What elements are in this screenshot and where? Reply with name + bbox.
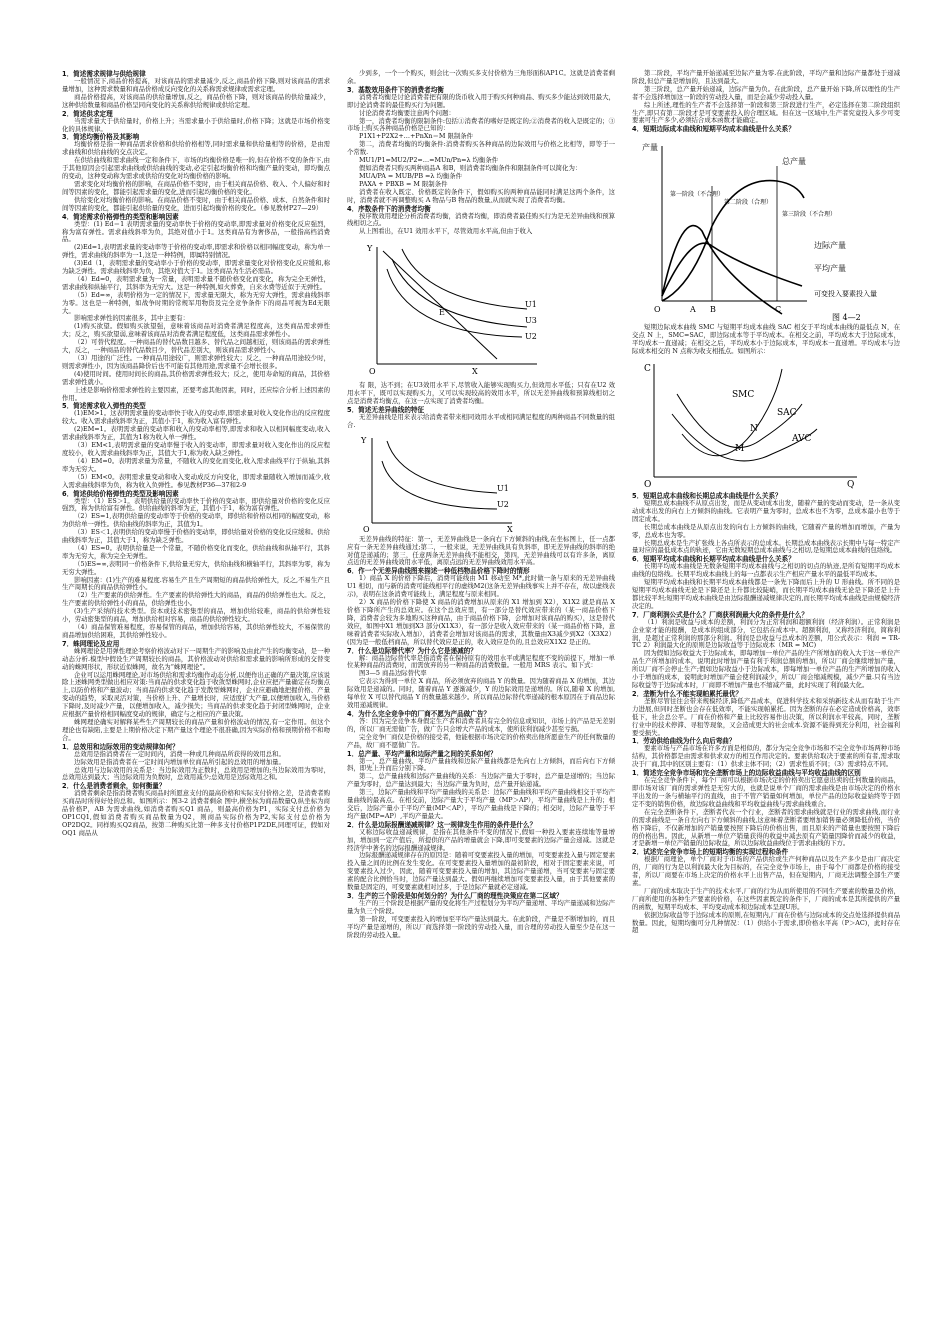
paragraph: 厂商的成本取决于生产的技术水平,厂商的行为从而所使用的不同生产要素的数量及价格，厂商所使用的各种生产要素的价格，在这些因素既定的条件下，厂商的成本是其所提供的产量的函数，短期平均成本、平均变动成本和边际成本呈现U形。	[632, 886, 900, 911]
paragraph: （5)ES=∞,表明同一价格条件下,供给量无穷大，供给曲线和横轴平行，其斜率为零，称为无穷大弹性。	[62, 559, 330, 576]
fig-x-label: X	[507, 524, 513, 533]
fig-stage2-label: 第二阶段（合理）	[724, 199, 773, 207]
fig-u1-label: U1	[525, 300, 537, 310]
paragraph: 一般情况下,商品价格提高，对该商品的需求量减少,反之,商品价格下降,则对该商品的需求量增加，这种需求数量和商品价格成反向变化的关系称需求规律或需求定理。	[62, 77, 330, 93]
fig-y-label: Y	[361, 435, 367, 445]
fig-e-label: E	[439, 308, 445, 318]
paragraph: 它表示为得到一单位 X 商品，所必须放弃的商品 Y 的数量。因为随着商品 X 的增加，其边际效用是递减的。同时，随着商品 Y 逐渐减少，Y 的边际效用是递增的。所以,随着 X 的增加,每单位 X 可以替代商品 Y 的数量越来越少。所以商品边际替代率递减的根本原因在于商品边际效用递减规律。	[347, 677, 615, 709]
fig-avc-label: AVC	[792, 433, 812, 444]
paragraph: 蛛网理论确实对解释某些生产周期较长的商品产量和价格波动的情况,有一定作用。但这个理论也有缺陷,主要是上期价格决定下期产量这个理论不很准确,因为实际价格和预期价格不和吻合。	[62, 717, 330, 742]
paragraph: 第一，总产量曲线、平均产量曲线和边际产量曲线都是先向右上方倾斜，而后向右下方倾斜，即先上升而后分别下降。	[347, 756, 615, 773]
section-heading: 1．简述需求规律与供给规律	[62, 70, 146, 78]
average-product-curve	[662, 244, 802, 297]
section-heading: 2．什么是边际报酬递减规律？这一规律发生作用的条件是什么？	[347, 820, 537, 829]
fig-origin-label: O	[369, 367, 376, 377]
paragraph: 解：商品边际替代率是指消费者在保持原有的效用水平或满足程度不变的前提下，增加一单位某种商品的消费时，而需放弃的另一种商品的消费数量。一般用 MRS 表示。如下式：	[347, 653, 615, 670]
section-heading: 1．总效用和边际效用的变动规律如何？	[62, 742, 179, 751]
column-2-text-bottom	[347, 536, 615, 940]
section-heading: 1．劳动供给曲线为什么向后弯曲？	[632, 737, 736, 746]
paragraph: 蛛网理论是用弹性理论考察价格波动对下一周期生产的影响及由此产生的均衡变动，是一种动态分析.模型中假设生产周期较长的商品，其价格波动对供给和需求量的影响所形成的交替变动的蛛网形状，形状近似蛛网，故名为“蛛网理论”。	[62, 646, 330, 671]
paragraph: MUA/PA = MUB/PB =λ 均衡条件	[359, 171, 463, 180]
section-heading: 3．简述均衡价格及其影响	[62, 133, 140, 142]
paragraph: 讨论消费者均衡要注意两个问题：	[359, 108, 455, 117]
paragraph: 从上图看出，在U1 效用水平下，尽管效用水平高,但由于收入	[359, 227, 533, 236]
paragraph: （2）可替代程度。一种商品的替代品数目越多、替代品之间越相近，则该商品的需求弹性大，反之，一种商品的替代品数目少，替代品差别大，则该商品需求弹性小。	[62, 338, 330, 355]
section-heading: 2．什么是消费者剩余，如何衡量？	[62, 782, 166, 791]
paragraph: 消费者在收入既定、价格既定的条件下，假如购买的两种商品能同时满足这两个条件，这时，消费者就不再调整购买 A 物品与B 物品的数量,从而就实现了消费者均衡。	[347, 187, 615, 204]
fig-c-label: C	[644, 363, 651, 374]
paragraph: （4）EM=0。表明需求量为常量，不随收入的变化而变化,收入需求曲线平行于纵轴,其斜率为无穷大。	[62, 456, 330, 473]
paragraph: 又称边际收益递减规律，是指在其他条件不变的情况下,假如一种投入要素连续地等量增加，增加到一定产值后，所提供的产品的增量就会下降,即可变要素的边际产量会递减。这就是经济学中著名的边际报酬递减规律。	[347, 827, 615, 852]
paragraph: 当需求量大于供给量时，价格上升；当需求量小于供给量时,价格下降；这就是市场价格变化的具体规律。	[62, 116, 330, 133]
paragraph: 无差异曲线是用来表示给消费者带来相同效用水平或相同满足程度的两种商品不同数量的组合.	[347, 412, 615, 429]
fig-mp-label: 边际产量	[814, 241, 846, 251]
paragraph: 依据边际收益等于边际成本的原则,在短期内,厂商在价格与边际成本的交点处选择提供商品数量。因此，短期均衡可分几种情况：（1）供给小于需求,即价格水平高（P＞AC)，此时存在超	[632, 910, 900, 935]
paragraph: 短期总成本曲线不从原点出发，而是从变动成本出发，随着产量的变动而变动，是一条从变动成本出发的向右上方倾斜的曲线。它表明产量为零时，总成本也不为零，总成本最小也等于固定成本。	[632, 498, 900, 523]
utility-equilibrium-figure	[347, 239, 547, 379]
fig-smc-label: SMC	[732, 389, 755, 400]
paragraph: 按序数效用理论分析消费者均衡，消费者均衡，即消费者最佳购买行为是无差异曲线和预算线相切之点。	[347, 211, 615, 228]
paragraph: （2）生产要素的供给弹性。生产要素的供给弹性大的商品，商品的供给弹性也大。反之，生产要素的供给弹性小的商品，供给弹性也小。	[62, 591, 330, 608]
section-heading: 4．序数条件下的消费者均衡	[347, 204, 431, 213]
paragraph: 根据厂商理论，单个厂商对于市场的产品供给或生产何种商品以及生产多少是由厂商决定的，厂商的行为是以利润最大化为目标的，在完全竞争市场上，由于每个厂商都是价格的接受者，所以厂商要在市场上决定的价格水平上出售产品，但在短期内，厂商无法调整全部生产要素。	[632, 855, 900, 888]
paragraph: 答：因为完全竞争本身假定生产者和消费者具有完全的信息或知识，市场上的产品是无差别的，所以厂商无需做广告，做广告只会增大产品的成本，使所获利润减少甚至亏损。	[347, 716, 615, 733]
paragraph: 商品价格提高，对该商品的供给量增加,反之，商品价格下降，则对该商品的供给量减少，这种供给数量和商品价格呈同向变化的关系称供给规律或供给定理。	[62, 92, 330, 109]
paragraph: 影响因素：(1)生产的难易程度.容易生产且生产周期短的商品供给弹性大，反之,不易生产且生产周期长的商品供给弹性小。	[62, 575, 330, 592]
paragraph: 类型：（1）ES＞1。表明供给量的变动率快于价格的变动率，即供给量对价格的变化反应强烈，称为供给富有弹性。供给曲线的斜率为正，其值小于1，称为富有弹性。	[62, 496, 330, 513]
section-heading: 6．短期平均成本曲线和长期平均成本曲线是什么关系？	[632, 555, 795, 564]
column-3-text-bottom	[632, 492, 900, 935]
fig-x-label: 可变投入要素投入量	[814, 290, 877, 299]
paragraph: 第三，边际产量曲线和平均产量曲线的关系是：边际产量曲线和平均产量曲线相交于平均产量曲线的最高点。在相交前，边际产量大于平均产量（MP＞AP），平均产量曲线是上升的；相交后，边际产量小于平均产量(MP＜AP），平均产量曲线是下降的；相交时，边际产量等于平均产量(MP=AP）,平均产量最大。	[347, 788, 615, 820]
paragraph: （5）EM<0。表明需求量变动和收入变动成反方向变化，即需求量随收入增加而减少,收入需求曲线斜率为负，称为收入负弹性。参见教材P36—37和2-9	[62, 472, 330, 489]
paragraph: 完全竞争厂商仅是价格的接受者，他能根据市场决定的价格卖出他所愿意生产的任何数量的产品，故厂商不愿做广告。	[347, 732, 615, 749]
section-heading: 4．为什么完全竞争中的厂商不愿为产品做广告？	[347, 709, 491, 718]
paragraph: 第一阶段，可变要素投入的增加至平均产量达到最大。在此阶段，产量是不断增加的，而且平均产量是递增的，所以厂商选择第一阶段的劳动投入量，而合理的劳动投入量至少是在这一阶段的劳动投入量。	[347, 914, 615, 939]
paragraph: (3)生产采纳的技术类型。资本或技术密集型的商品，增加供给较难，商品的供给弹性较小，劳动密集型的商品，增加供给相对容易，商品的供给弹性较大。	[62, 607, 330, 624]
paragraph: 边际报酬递减规律存在的原因是：随着可变要素投入量的增加，可变要素投入量与固定要素投入量之间的比例在发生变化。在可变要素投入量增加的最初阶段，相对于固定要素来说，可变要素投入过少，因此，随着可变要素投入量的增加，其边际产量递增，当可变要素与固定要素的配合比例恰当时，边际产量达到最大。假如再继续增加可变要素投入量，由于其他要素的数量是固定的，可变要素就相对过多，于是边际产量就必定递减。	[347, 851, 615, 892]
fig-caption: 图 4—2	[832, 313, 861, 322]
section-heading: 4．短期边际成本曲线和短期平均成本曲线是什么关系？	[632, 125, 795, 134]
fig-y-label: 产量	[642, 143, 658, 153]
smc-curve	[682, 369, 782, 456]
paragraph: (4)使用时间。使用时间长的商品,其价格需求弹性较大；反之，使用寿命短的商品，其价格需求弹性就小。	[62, 369, 330, 386]
budget-line	[383, 251, 497, 359]
fig-tp-label: 总产量	[782, 157, 806, 167]
column-1	[62, 70, 330, 838]
fig-m-label: M	[735, 443, 745, 454]
fig-b-label: B	[710, 305, 716, 315]
column-3	[632, 70, 900, 935]
fig-q-label: Q	[847, 479, 855, 489]
fig-u1-label: U1	[497, 483, 509, 493]
paragraph: 第二，消费者均衡的均衡条件:消费者购买各种商品的边际效用与价格之比相等，即等于一个常数.	[347, 140, 615, 157]
paragraph: （3）ES＜1,表明供给的变动率慢于价格的变动率，即供给量对价格的变化反应缓和。供给曲线斜率为正，其值大于1，称为缺乏弹性。	[62, 528, 330, 545]
paragraph: 2）X 商品的价格下降使 X 商品的消费增加从原来的 X1 增加到 X2），X1X2 就是商品 X 价格下降所产生的总效应。在这个总效应里，有一部分是替代效应带来的（某一商品价格下降，消费者会较为多地购买这种商品，由于商品价格下降，会增加对该商品的购买），这是替代效应，如图中X1 增加到X3 部分(X1X3），有一部分是收入效应带来的（某一商品价格下降，意味着消费者实际收入增加），消费者会增加对该商品的需求，其数量由X3减少到X2（X3X2）(因为是一般低档商品，所以替代效应是正的，收入效应是负的,且总效应X1X2 是正的。	[347, 598, 615, 646]
indifference-curve-u2	[382, 461, 497, 509]
paragraph: 边际效用是指消费者在一定时间内增加单位商品所引起的总效用的增加量。	[74, 757, 285, 766]
section-heading: 7．厂商利润公式是什么？厂商获利润最大化的条件是什么？	[632, 610, 809, 619]
paragraph: P1X1+P2X2+…+PnXn＝M 限制条件	[359, 132, 474, 141]
section-heading: 5．简述无差异曲线的特征	[347, 405, 425, 414]
fig-origin-label: O	[654, 305, 661, 315]
fig-c-label: C	[775, 305, 782, 315]
column-2	[347, 70, 615, 940]
paragraph: (2)Ed=1,表明需求量的变动率等于价格的变动率,即需求和价格以相同幅度变动，称为单一弹性，需求曲线的斜率为一1,这是一种特例，即属特别情况。	[62, 243, 330, 260]
paragraph: 短期边际成本曲线 SMC 与短期平均成本曲线 SAC 相交于平均成本曲线的最低点 N，在交点 N 上，SMC=SAC，即边际成本等于平均成本。在相交之前，平均成本大于边际成本，平均成本一直递减；在相交之后，平均成本小于边际成本，平均成本一直递增。平均成本与边际成本相交的 N 点称为收支相抵点。如图所示：	[632, 323, 900, 356]
paragraph: （5）Ed=∞，表明价格为一定的情况下，需求量无限大，称为无穷大弹性，需求曲线斜率为零。这也是一种特例，如战争时期的常规军用物资及完全竞争条件下的商品可视为Ed无限大。	[62, 290, 330, 315]
paragraph: 需求变化对均衡价格的影响，在商品价格不变时，由于相关商品价格、收入、个人偏好和时间等因素的变化，都能引起需求量的变化,进而引起均衡价格的变化。	[62, 179, 330, 196]
fig-stage1-label: 第一阶段（不合理）	[670, 191, 725, 199]
fig-u2-label: U2	[525, 332, 537, 342]
column-2-text-top	[347, 70, 615, 236]
paragraph: 第一，消费者均衡的限制条件:包括①消费者的嗜好是既定的;②消费者的收入是既定的；③市场上购买各种商品价格是已知的：	[347, 116, 615, 133]
paragraph: （2）ES=1,表明供给量的变动率等于价格的变动率，即供给和价格以相同的幅度变动，称为供给单一弹性。供给曲线的斜率为正，其值为1。	[62, 512, 330, 529]
paragraph: 总效用是指消费者在一定时间内，消费一种或几种商品所获得的效用总和。	[74, 749, 285, 758]
paragraph: (1)购买欲望。假如购买欲望强，意味着该商品对消费者满足程度高，这类商品需求弹性大；反之，购买欲望弱,意味着该商品对消费者满足程度低，这类商品需求弹性小。	[62, 322, 330, 339]
paragraph: 供给变化对均衡价格的影响。在商品价格不变时，由于相关商品价格、成本、自然条件和时间等因素的变化，都能引起供给量的变化，进而引起均衡价格的变化。（参见教材P27—29）	[62, 195, 330, 212]
paragraph: 综上所述,理性的生产者不会选择第一阶段和第三阶段进行生产，必定选择在第二阶段组织生产,即只有第二阶段才是可变要素投入的合理区域。但在这一区域中,生产者究竟投入多少可变要素可生产多少,必须结合成本函数才能确定。	[632, 100, 900, 125]
paragraph: 假如消费者只购买两种商品A 和B，则消费者均衡条件和限制条件可以简化为：	[359, 163, 582, 172]
fig-y-label: Y	[367, 244, 373, 254]
paragraph: 消费者均衡是讨论消费者把有限的货币收入用于购买何种商品、购买多少能达到效用最大，即讨论消费者的最佳购买行为问题。	[347, 92, 615, 109]
column-3-text-middle	[632, 324, 900, 356]
paragraph: (1)EM>1。这表明需求量的变动率快于收入的变动率,即需求量对收入变化作出的反应程度较大。收入需求曲线斜率为正，其值小于1，称为收入富有弹性。	[62, 409, 330, 426]
fig-sac-label: SAC	[777, 407, 797, 418]
paragraph: 影响需求弹性的因素很多，其中主要有：	[74, 314, 190, 323]
paragraph: （4）Ed=0，表明需求量为一常量，表明需求量不随价格变化而变化，称为完全无弹性，需求曲线和纵轴平行，其斜率为无穷大。这是一种特例,如火葬费，自来水费等近似于无弹性。	[62, 274, 330, 291]
paragraph: 类型：(1) Ed＝1 表明需求量的变动率快于价格的变动率,即需求量对价格变化反应强烈，称为富有弹性。需求曲线斜率为负，其绝对值小于1。这类商品有为奢侈品，一般指高档消费品。	[62, 219, 330, 244]
section-heading: 2．垄断为什么不能实现帕累托最优？	[632, 689, 743, 698]
paragraph: 在完全垄断条件下，垄断者代表一个行业，垄断者的需求曲线就是行业的需求曲线,而行业的需求曲线是一条自左向右下方倾斜的曲线,这意味着垄断者要增加销售量必须降低价格，当价格下降后，不仅新增加的产销量要按照下降后的价格出售，而且原来的产销量也要按照下降后的价格出售。因此，从新增一单位产销量获得的收益中减去原有产销量因降价而减少的收益，才是新增一单位产销量的边际收益，所以边际收益曲线位于需求曲线的下方。	[632, 807, 900, 848]
paragraph: 长期平均成本曲线是无数条短期平均成本曲线与之相切的切点的轨迹,是所有短期平均成本曲线的包络线。长期平均成本曲线上的每一点都表示生产相应产量水平的最低平均成本。	[632, 562, 900, 579]
paragraph: 总效用与边际效用的关系是：当边际效用为正数时，总效用是增加的;当边际效用为零时，总效用达到最大；当边际效用为负数时，总效用减少;总效用是边际效用之和。	[62, 765, 330, 782]
column-3-text-top	[632, 70, 900, 133]
paragraph: 无差异曲线的特征：第一，无差异曲线是一条向右下方倾斜的曲线,在坐标图上，任一点都应有一条无差异曲线通过;第二，一般来说，无差异曲线具有负斜率，即无差异曲线的斜率的绝对值是递减的；第三，任意两条无差异曲线不能相交，第四，无差异曲线可以有许多条，离原点近的无差异曲线效用水平低，离原点远的无差异曲线效用水平高。	[347, 534, 615, 567]
paragraph: 企业可以运用蛛网理论,对市场供给和需求均衡作动态分析,以便作出正确的产量决策,应该说除上述蛛网类型做出相应对策:当商品的供求变化趋于收敛型蛛网时,企业应把产量确定在均衡点上,以防价格和产量波动；当商品的供求变化趋于发散型蛛网时，企业应避确地把握价格、产量变动的趋势，采取灵活对策，当价格上升、产量增长时，应适度扩大产量,以便增加收入,当价格下降时,及时减少产量，以便增加收入，减少损失；当商品的供求变化趋于封闭型蛛网时，企业应根据产量价格相同幅度变动的规律，确定与之相应的产量决策。	[62, 670, 330, 719]
short-run-cost-figure	[632, 359, 862, 489]
section-heading: 6．简述供给价格弹性的类型及影响因素	[62, 489, 179, 498]
paragraph: 要素市场与产品市场在许多方面是相似的，都分为完全竞争市场和不完全竞争市场两种市场结构，其价格都是由需求和供求双方的相互作用决定的。要素供给取决于要素的所有者,需求取决于厂商,其中的区别主要有：（1）供求主体不同；（2）需求性质不同；（3）需求特点不同。	[632, 744, 900, 769]
paragraph: 因为假如边际收益大于边际成本，即每增加一单位产品的生产所增加的收入大于这一单位产品生产所增加的成本，说明此时增加产量有利于利润总额的增加，所以厂商会继续增加产量，所以厂商不会停止生产;假如边际收益小于边际成本，即每增加一单位产品的生产所增加的收入小于增加的成本，说明此时增加产量会使利润减少，所以厂商会缩减规模，减少产量.只有当边际收益等于边际成本时，厂商即不增加产量也不缩减产量，此时实现了利润最大化。	[632, 649, 900, 689]
fig-stage3-label: 第三阶段（不合理）	[782, 211, 837, 219]
paragraph: MU1/P1=MU2/P2=…=MUn/Pn=λ 均衡条件	[359, 156, 499, 165]
section-heading: 5．短期总成本曲线和长期总成本曲线是什么关系？	[632, 491, 782, 500]
fig-x-label: X	[472, 367, 478, 377]
document-page	[62, 70, 900, 1330]
indifference-curve-u1	[387, 441, 497, 493]
section-heading: 7．什么是边际替代率？为什么它是递减的？	[347, 646, 477, 655]
indifference-curve-u2	[392, 259, 527, 327]
section-heading: 5．简述需求收入弹性的类型	[62, 402, 146, 411]
paragraph: 有 限，达不到；在U3效用水平下,尽管收入能够实现购买力,但效用水平低；只有在U2 效用水平下，既可以实现购买力，又可以实现较高的效用水平，所以无差异曲线和预算线相切之点是消费者均衡点，在这一点实现了消费者均衡。	[347, 381, 615, 406]
paragraph: (3)Ed（1，表明需求量的变动率小于价格的变动率，即需求量变化对价格变化反应缓和,称为缺乏弹性。需求曲线斜率为负，其绝对值大于1。这类商品为生活必需品。	[62, 259, 330, 276]
paragraph: 第二，总产量曲线和边际产量曲线的关系：当边际产量大于零时，总产量是递增的；当边际产量为零时，总产量达到最大；当边际产量为负时，总产量开始递减。	[347, 772, 615, 789]
paragraph: 生产的三个阶段是根据产量的变化将生产过程划分为平均产量递增、平均产量递减和边际产量为负三个阶段。	[347, 899, 615, 915]
indifference-curve-figure	[347, 433, 517, 533]
fig-a-label: A	[690, 305, 696, 315]
paragraph: 上述是影响价格需求弹性的主要因素，还要考虑其他因素，同时，还应综合分析上述因素的作用。	[62, 385, 330, 402]
paragraph: (2)EM=1。表明需求量的变动率和收入的变动率相等,即需求和收入以相同幅度变动,收入需求曲线斜率为正，其值为1称为收入单一弹性。	[62, 425, 330, 442]
section-heading: 3．生产的三个阶段是如何划分的？为什么厂商的理性决策应在第二区域？	[347, 892, 563, 900]
fig-ap-label: 平均产量	[814, 264, 846, 274]
production-stages-figure	[632, 136, 900, 321]
section-heading: 1．简述完全竞争市场和完全垄断市场上的边际收益曲线与平均收益曲线的区别	[632, 769, 861, 778]
indifference-curve-u3	[387, 269, 522, 337]
paragraph: 均衡价格是指一种商品需求价格和供给价格相等,同时需求量和供给量相等的价格，是由需求曲线和供给曲线的交点决定。	[62, 140, 330, 157]
paragraph: PAXA + PBXB = M 限制条件	[359, 179, 448, 188]
paragraph: 第三阶段，总产量开始递减，边际产量为负。在此阶段，总产量开始下降,所以理性的生产者不会选择增加这一阶段的劳动投入量，而是会减少劳动投入量。	[632, 84, 900, 101]
section-heading: 2．简述供求定理	[62, 109, 113, 118]
paragraph: 在供给曲线和需求曲线一定和条件下，市场的均衡价格是唯一的,但在价格不变的条件下,由于其他原因会引起需求曲线或供给曲线的变动,必定引起均衡价格和均衡产量的变动，即均衡点的变动，这种变动称为需求或供给的变化对均衡价格的影响。	[62, 156, 330, 181]
paragraph: 图3—5 商品边际替代率	[359, 669, 427, 678]
fig-u3-label: U3	[525, 316, 537, 326]
paragraph: 长期总成本曲线是从原点出发的向右上方倾斜的曲线，它随着产量的增加而增加，产量为零，总成本也为零。	[632, 522, 900, 539]
paragraph: 少到多，一个一个购买，则会比一次购买多支付价格为三角形面积AP1C。这就是消费者剩余。	[347, 69, 615, 85]
fig-u2-label: U2	[497, 499, 509, 509]
paragraph: （1）利润是收益与成本的差额，利润分为正常利润和超额利润（经济利润）。正常利润是企业家才能的报酬，是成本的组成部分，它包括在成本中。超额利润，又称经济利润，简称利润，是超过正常利润的那部分利润。利润是总收益与总成本的差额，用公式表示：利润 = TR-TC 2）利润最大化的原则是边际收益等于边际成本（MR = MC)	[632, 617, 900, 650]
section-heading: 1．总产量、平均产量和边际产量之间的关系如何？	[347, 749, 497, 758]
fig-origin-label: O	[644, 479, 652, 489]
paragraph: （3）EM<1,表明需求量的变动率慢于收入的变动率，即需求量对收入变化作出的反应程度较小，收入需求曲线斜率为正，其值大于1,称为收入缺乏弹性。	[62, 441, 330, 457]
paragraph: （4）商品保管难易程度，容易保管的商品，增加供给容易，其供给弹性较大，不易保管的商品增加供给困难，其供给弹性较小。	[62, 623, 330, 639]
paragraph: （3）用途的广泛性。一种商品用途较广，则需求弹性较大；反之，一种商品用途较少时，则需求弹性小，因为该商品降价后也不可能有其他用途,需求量不会增长很多。	[62, 354, 330, 370]
paragraph: 第二阶段，平均产量开始递减至边际产量为零.在此阶段，平均产量和边际产量都处于递减阶段,但总产量是增加的，且达到最大。	[632, 69, 900, 85]
fig-n-label: N	[750, 423, 758, 434]
paragraph: 短期平均成本曲线和长期平均成本曲线都是一条先下降而后上升的 U 形曲线。所不同的是短期平均成本曲线无论是下降还是上升都比较陡峭，而长期平均成本曲线无论是下降还是上升都比较平坦;短期平均成本曲线是由边际报酬递减规律决定的,而长期平均成本曲线是由规模经济决定的。	[632, 578, 900, 610]
section-heading: 6．作一个无差异曲线图来描述一种低档物品价格下降时的情形	[347, 567, 530, 576]
column-2-text-middle	[347, 382, 615, 430]
paragraph: 垄断尽管往往会带来规模经济,降低产品成本，促进科学技术和采纳新技术从而有助于生产力进展,但同时垄断也会存在低效率，不能实现帕累托。因为垄断的存在必定造成价格高，效率低下，社会总公平。厂商在价格和产量上比较容易作出决策，所以利润水平较高，同时，垄断行业中的技术停滞、寻租等现象，又会造成更大的社会成本.资源不能得到充分利用，社会福利要受损失。	[632, 696, 900, 737]
section-heading: 2．试述完全竞争市场上的短期均衡的实现过程和条件	[632, 848, 789, 857]
section-heading: 4．简述需求价格弹性的类型和影响因素	[62, 212, 179, 221]
paragraph: 消费者剩余是指消费者购买商品时所愿意支付的最高价格和实际支付价格之差，是消费者购买商品时所得好处的总和。如图所示：图3-2 消费者剩余 图中,横坐标为商品数量Q,纵坐标为商品价格P，AB 为需求曲线,如消费者购买Q1 商品，则最高价格为P1，实际支付总价格为OP1CQ1,假如消费者购买商品数量为Q2，则商品实际价格为P2,实际支付总价格为OP2DQ2。同样购买Q2商品，按第二种购买比第一种多支付价格P1P2DE,同理可证，假如对OQ1 商品从	[62, 789, 330, 837]
section-heading: 7．蛛网理论及应用	[62, 639, 120, 648]
fig-origin-label: O	[363, 524, 370, 533]
paragraph: 长期总成本是生产扩张线上各点所表示的总成本。长期总成本曲线表示长期中与每一特定产量对应的最低成本点的轨迹，它由无数短期总成本曲线与之相切,是短期总成本曲线的包络线。	[632, 538, 900, 555]
indifference-curve-u1	[402, 249, 527, 309]
paragraph: （4）ES=0。表明供给量是一个常量，不随价格变化而变化，供给曲线和纵轴平行，其斜率为无穷大，称为完全无弹性。	[62, 543, 330, 560]
section-heading: 3．基数效用条件下的消费者均衡	[347, 85, 444, 94]
paragraph: 在完全竞争条件下，每个厂商可以根据市场决定的价格卖出它愿意出卖的任何数量的商品，即市场对该厂商的需求弹性是无穷大的，也就是说单个厂商的需求曲线是由市场决定的价格水平出发的一条与横轴平行的直线，由于不管产销量如何增加，单位产品的边际收益始终等于固定不变的销售价格，故边际收益曲线和平均收益曲线与需求曲线重合。	[632, 776, 900, 808]
paragraph: 1）商品 X 的价格下降后，消费可能线由 M1 移动至 M*,此时做一条与原来的无差异曲线 U1 相切，而与新的消费可能线相平行的虚线M2(这条无差异曲线事实上并不存在，故以虚线表示)，表明在这条消费可能线上，满足程度与原来相同。	[347, 574, 615, 599]
